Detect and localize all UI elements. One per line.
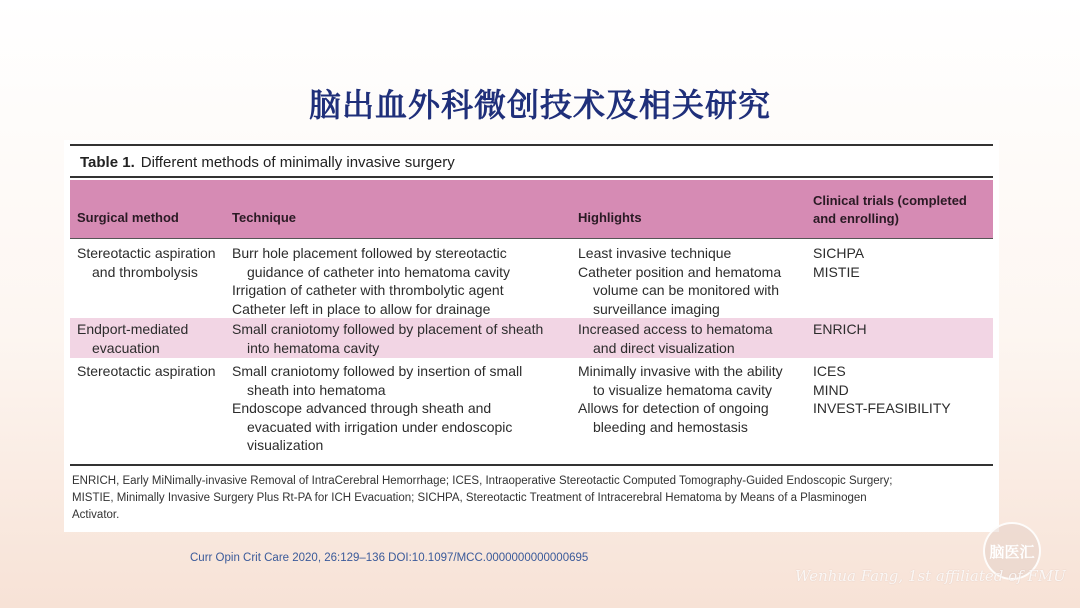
logo-text: 脑医汇: [989, 542, 1035, 561]
header-highlights: Highlights: [578, 210, 642, 225]
text-line: evacuation: [92, 339, 160, 356]
citation: Curr Opin Crit Care 2020, 26:129–136 DOI:10.1097/MCC.0000000000000695: [190, 552, 589, 564]
cell-highlights: [578, 320, 773, 357]
footnote-line: Activator.: [72, 509, 120, 521]
table-row: [70, 242, 993, 318]
text-line: Burr hole placement followed by stereotactic: [232, 245, 507, 261]
table-footnote: [72, 473, 991, 524]
text-line: Minimally invasive with the ability: [578, 363, 783, 379]
cell-clinical-trials: [813, 362, 951, 418]
table-row: [70, 361, 993, 457]
cell-surgical-method: [77, 244, 216, 281]
text-line: surveillance imaging: [593, 300, 720, 317]
table-bottom-rule: [70, 464, 993, 466]
slide-title: 脑出血外科微创技术及相关研究: [308, 86, 771, 124]
text-line: MISTIE: [813, 263, 860, 280]
header-surgical-method: Surgical method: [77, 210, 179, 225]
text-line: MIND: [813, 381, 849, 398]
text-line: Endoscope advanced through sheath and: [232, 400, 492, 416]
text-line: guidance of catheter into hematoma cavity: [247, 263, 511, 280]
cell-highlights: [578, 244, 781, 318]
cell-clinical-trials: [813, 244, 864, 281]
table-caption-label: Table 1.: [80, 154, 135, 171]
text-line: sheath into hematoma: [247, 381, 386, 398]
text-line: visualization: [247, 437, 324, 453]
text-line: INVEST-FEASIBILITY: [813, 400, 951, 416]
text-line: SICHPA: [813, 245, 865, 261]
header-clinical-trials: [813, 192, 967, 228]
cell-technique: [232, 362, 522, 455]
text-line: Stereotactic aspiration: [77, 245, 216, 261]
table-caption-text: Different methods of minimally invasive surgery: [140, 154, 455, 171]
header-technique: Technique: [232, 210, 297, 225]
text-line: Increased access to hematoma: [578, 321, 773, 337]
text-line: ICES: [813, 363, 846, 379]
text-line: and direct visualization: [593, 339, 735, 356]
text-line: Small craniotomy followed by insertion of small: [232, 363, 523, 379]
text-line: Least invasive technique: [578, 245, 732, 261]
text-line: evacuated with irrigation under endoscopic: [247, 418, 513, 435]
table-header-row: [70, 180, 993, 239]
cell-surgical-method: [77, 362, 216, 381]
footnote-line: ENRICH, Early MiNimally-invasive Removal of IntraCerebral Hemorrhage; ICES, Intraoperative Stereotactic Computed Tomography-Guided Endoscopic Surgery;: [72, 475, 893, 487]
text-line: ENRICH: [813, 321, 867, 337]
text-line: and thrombolysis: [92, 263, 198, 280]
text-line: Catheter left in place to allow for drainage: [232, 300, 491, 317]
text-line: volume can be monitored with: [593, 282, 779, 298]
cell-clinical-trials: [813, 320, 867, 339]
text-line: bleeding and hemostasis: [593, 418, 748, 435]
watermark: Wenhua Fang, 1st affiliated of FMU: [795, 567, 1066, 585]
text-line: Catheter position and hematoma: [578, 263, 782, 280]
text-line: into hematoma cavity: [247, 339, 380, 356]
footnote-line: MISTIE, Minimally Invasive Surgery Plus Rt-PA for ICH Evacuation; SICHPA, Stereotactic Treatment of Intracerebral Hematoma by Means of a Plasminogen: [72, 492, 867, 504]
table-panel: [64, 140, 999, 532]
text-line: Stereotactic aspiration: [77, 363, 216, 379]
text-line: Endport-mediated: [77, 321, 189, 337]
cell-surgical-method: [77, 320, 188, 357]
text-line: Irrigation of catheter with thrombolytic agent: [232, 282, 504, 298]
text-line: Small craniotomy followed by placement of sheath: [232, 321, 544, 337]
header-trials-line: Clinical trials (completed: [813, 193, 967, 208]
text-line: Allows for detection of ongoing: [578, 400, 769, 416]
table-row: [70, 318, 993, 358]
header-trials-line: and enrolling): [813, 211, 899, 226]
text-line: to visualize hematoma cavity: [593, 381, 772, 398]
cell-highlights: [578, 362, 783, 436]
cell-technique: [232, 320, 543, 357]
cell-technique: [232, 244, 510, 318]
table-caption: [70, 144, 993, 178]
